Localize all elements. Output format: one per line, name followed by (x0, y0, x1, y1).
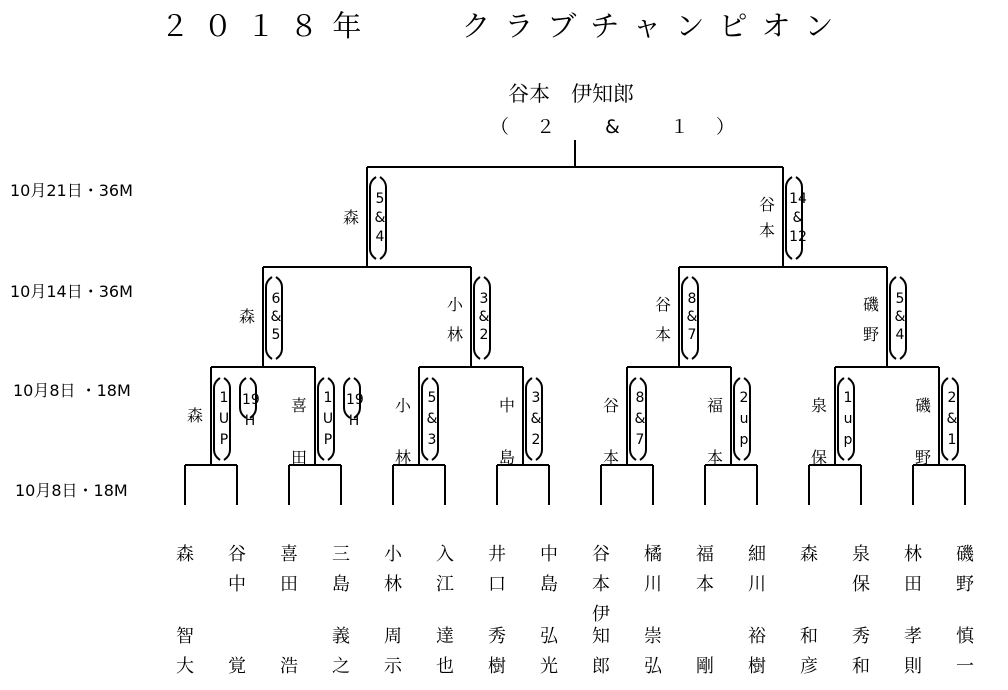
match-score: 8 & 7 (686, 291, 698, 343)
player-name (226, 540, 248, 600)
player-given-char: 崇 (644, 626, 662, 647)
match-score: 14 & 12 (789, 191, 807, 245)
match-score: 3 & 2 (478, 291, 490, 343)
player-surname-char: 小 (384, 544, 402, 565)
player-name (954, 540, 976, 600)
player-given-name (278, 622, 300, 682)
winner-name: 森 (238, 307, 255, 326)
player-given-char: 覚 (228, 656, 246, 677)
match-score: 6 & 5 (270, 291, 282, 343)
player-given-name (902, 622, 924, 682)
player-given-name (174, 622, 196, 682)
player-given-char: 郎 (592, 656, 610, 677)
champion-score: （ ２ & １ ） (490, 116, 739, 138)
player-given-char: 則 (904, 656, 922, 677)
match-score: 5 & 4 (894, 291, 906, 343)
player-name (538, 540, 560, 600)
player-name (434, 540, 456, 600)
winner-name: 福 本 (706, 396, 723, 467)
player-given-name (226, 622, 248, 682)
player-given-name (954, 622, 976, 682)
player-given-char: 慎 (956, 626, 974, 647)
player-given-char: 智 (176, 626, 194, 647)
player-given-char: 之 (332, 656, 350, 677)
winner-name: 谷 本 (758, 195, 775, 240)
player-surname-char: 谷 (592, 544, 610, 565)
player-surname-char: 喜 (280, 544, 298, 565)
match-score: 1 u p (843, 390, 853, 448)
player-given-name (434, 622, 456, 682)
player-given-char: 弘 (540, 626, 558, 647)
player-surname-char: 森 (176, 544, 194, 565)
player-given-name (538, 622, 560, 682)
player-given-name (642, 622, 664, 682)
player-given-char: 弘 (644, 656, 662, 677)
player-given-char: 秀 (488, 626, 506, 647)
player-given-name (486, 622, 508, 682)
player-name (278, 540, 300, 600)
winner-name: 森 (342, 208, 359, 227)
player-surname-char: 谷 (228, 544, 246, 565)
player-given-char: 裕 (748, 626, 766, 647)
player-surname-char: 島 (332, 574, 350, 595)
winner-name: 谷 本 (654, 295, 671, 344)
player-name (174, 540, 196, 600)
player-given-char: 剛 (696, 656, 714, 677)
round-label-first-round: 10月8日・18M (15, 481, 128, 500)
player-given-char: 和 (852, 656, 870, 677)
player-given-char: 浩 (280, 656, 298, 677)
page-title: ２０１８年 クラブチャンピオン (160, 9, 848, 43)
player-given-char: 彦 (800, 656, 818, 677)
player-name (330, 540, 352, 600)
winner-name: 小 林 (446, 295, 463, 344)
player-given-char: 義 (332, 626, 350, 647)
player-given-char: 周 (384, 626, 402, 647)
player-surname-char: 林 (384, 574, 402, 595)
player-surname-char (174, 570, 196, 600)
player-surname-char: 福 (696, 544, 714, 565)
player-surname-char (798, 570, 820, 600)
player-given-char: 孝 (904, 626, 922, 647)
player-name (746, 540, 768, 600)
extra-holes: 19 H (346, 392, 364, 429)
player-given-name (746, 622, 768, 682)
player-given-name (330, 622, 352, 682)
player-surname-char: 三 (332, 544, 350, 565)
player-given-char (226, 622, 248, 652)
player-given-char: 樹 (748, 656, 766, 677)
winner-name: 泉 保 (810, 396, 827, 467)
player-given-char: 秀 (852, 626, 870, 647)
player-name (902, 540, 924, 600)
match-score: 5 & 3 (426, 390, 438, 448)
player-surname-char: 島 (540, 574, 558, 595)
winner-name: 森 (186, 406, 203, 425)
player-given-char: 也 (436, 656, 454, 677)
player-surname-char: 川 (748, 574, 766, 595)
player-given-name (694, 622, 716, 682)
player-surname-char: 本 (696, 574, 714, 595)
player-given-char: 知 (592, 626, 610, 647)
player-surname-char: 江 (436, 574, 454, 595)
player-given-char: 和 (800, 626, 818, 647)
champion-name: 谷本 伊知郎 (508, 82, 634, 106)
player-given-name (382, 622, 404, 682)
player-name (850, 540, 872, 600)
player-surname-char: 田 (280, 574, 298, 595)
winner-name: 谷 本 (602, 396, 619, 467)
player-surname-char: 中 (540, 544, 558, 565)
player-given-name (850, 622, 872, 682)
player-given-name (590, 622, 612, 682)
player-surname-char: 林 (904, 544, 922, 565)
player-surname-char: 本 (592, 574, 610, 595)
player-given-char: 一 (956, 656, 974, 677)
player-given-char (694, 622, 716, 652)
player-given-char (278, 622, 300, 652)
extra-holes: 19 H (242, 392, 260, 429)
player-surname-char: 保 (852, 574, 870, 595)
winner-name: 喜 田 (290, 396, 307, 467)
player-surname-char: 中 (228, 574, 246, 595)
player-surname-char: 泉 (852, 544, 870, 565)
player-given-char: 示 (384, 656, 402, 677)
player-given-char: 光 (540, 656, 558, 677)
round-label-quarterfinal: 10月8日 ・18M (13, 381, 131, 400)
player-surname-char: 野 (956, 574, 974, 595)
winner-name: 中 島 (498, 396, 515, 467)
player-surname-char: 森 (800, 544, 818, 565)
player-given-name (798, 622, 820, 682)
player-surname-char: 田 (904, 574, 922, 595)
match-score: 5 & 4 (374, 191, 386, 245)
player-name (694, 540, 716, 600)
player-surname-char: 細 (748, 544, 766, 565)
match-score: 1 U P (322, 390, 334, 448)
player-name (798, 540, 820, 600)
player-name (486, 540, 508, 600)
match-score: 2 & 1 (946, 390, 958, 448)
player-surname-char: 橘 (644, 544, 662, 565)
match-score: 3 & 2 (530, 390, 542, 448)
player-name (382, 540, 404, 600)
match-score: 1 U P (218, 390, 230, 448)
player-given-char: 大 (176, 656, 194, 677)
winner-name: 小 林 (394, 396, 411, 467)
round-label-semifinal: 10月14日・36M (10, 282, 133, 301)
player-given-char: 達 (436, 626, 454, 647)
player-surname-char: 伊 (592, 604, 610, 625)
player-surname-char: 井 (488, 544, 506, 565)
player-surname-char: 口 (488, 574, 506, 595)
match-score: 8 & 7 (634, 390, 646, 448)
player-name (642, 540, 664, 600)
player-surname-char: 磯 (956, 544, 974, 565)
winner-name: 磯 野 (862, 295, 879, 344)
player-surname-char: 川 (644, 574, 662, 595)
player-given-char: 樹 (488, 656, 506, 677)
player-name (590, 540, 612, 630)
match-score: 2 u p (739, 390, 749, 448)
player-surname-char: 入 (436, 544, 454, 565)
winner-name: 磯 野 (914, 396, 931, 467)
round-label-final: 10月21日・36M (10, 181, 133, 200)
